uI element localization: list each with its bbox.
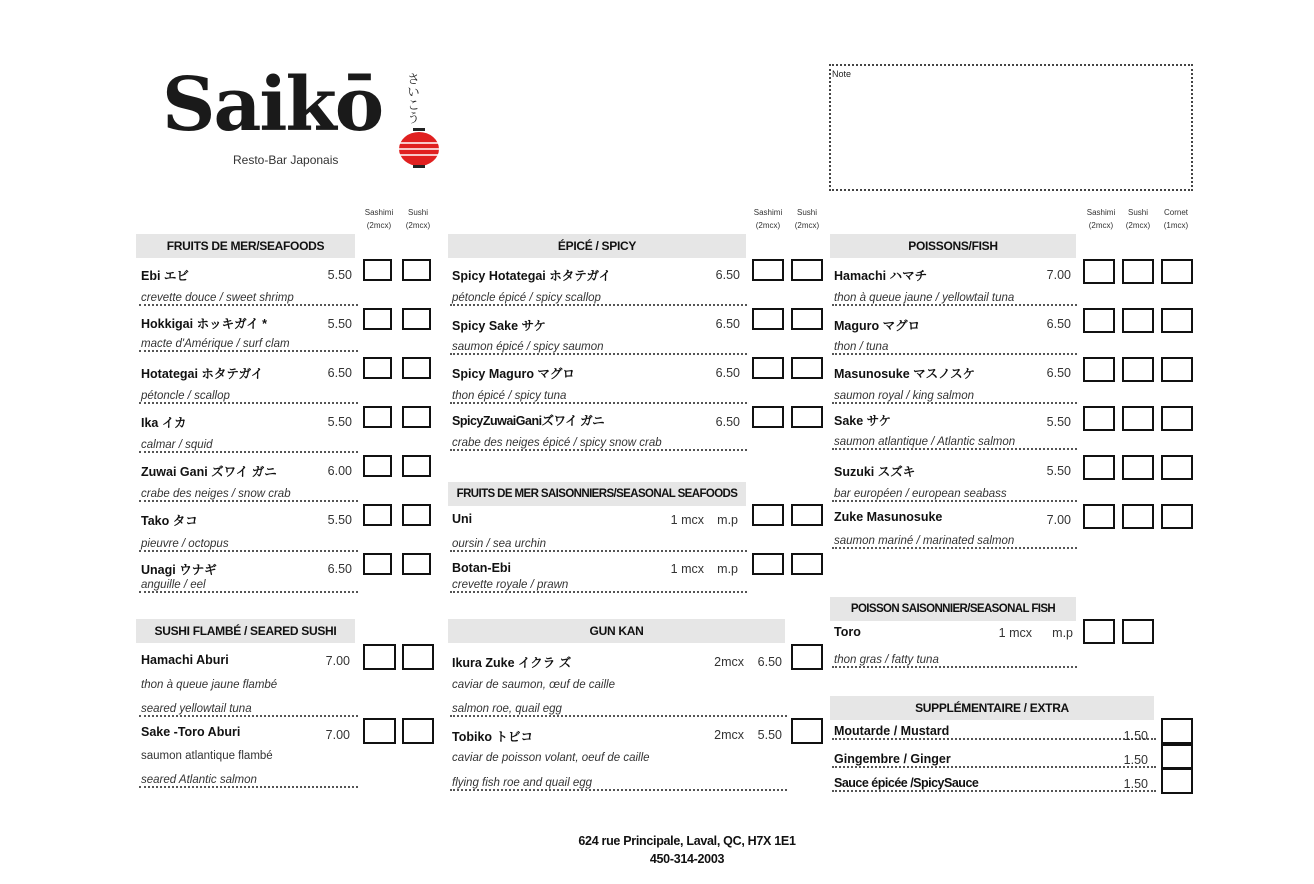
item-desc: saumon mariné / marinated salmon [832, 535, 1077, 549]
item-desc: pétoncle épicé / spicy scallop [450, 292, 747, 306]
section-header-extra: SUPPLÉMENTAIRE / EXTRA [830, 696, 1154, 720]
sushi-checkbox[interactable] [791, 406, 823, 428]
item-desc: seared yellowtail tuna [139, 703, 358, 717]
item-desc: macte d'Amérique / surf clam [139, 338, 358, 352]
logo-vertical-jp: さいこう [405, 72, 420, 124]
item-desc: crabe des neiges épicé / spicy snow crab [450, 437, 747, 451]
sushi-checkbox[interactable] [1122, 504, 1154, 529]
item-qty: 2mcx [714, 728, 744, 742]
section-header-seasonal-fish: POISSON SAISONNIER/SEASONAL FISH [830, 597, 1076, 621]
item-name: Moutarde / Mustard [832, 724, 1156, 740]
gunkan-checkbox[interactable] [791, 644, 823, 670]
item-price: 6.50 [327, 366, 352, 380]
sushi-checkbox[interactable] [402, 644, 434, 670]
item-price: 7.00 [1046, 268, 1071, 282]
logo-wordmark: Saikō [162, 62, 383, 148]
section-header-seared-sushi: SUSHI FLAMBÉ / SEARED SUSHI [136, 619, 355, 643]
item-desc: saumon royal / king salmon [832, 390, 1077, 404]
item-name: Zuke Masunosuke [834, 510, 943, 524]
section-header-seafoods: FRUITS DE MER/SEAFOODS [136, 234, 355, 258]
footer-address: 624 rue Principale, Laval, QC, H7X 1E1 [578, 834, 796, 848]
item-price: 7.00 [1046, 513, 1071, 527]
sashimi-checkbox[interactable] [1083, 406, 1115, 431]
item-price: m.p [717, 562, 738, 576]
footer-phone: 450-314-2003 [649, 852, 725, 866]
item-desc: thon à queue jaune flambé [141, 679, 278, 691]
item-qty: 1 mcx [670, 562, 704, 576]
item-desc: oursin / sea urchin [450, 538, 747, 552]
item-name: Ikura Zuke イクラ ズ [452, 656, 572, 670]
item-name: Sake -Toro Aburi [141, 725, 241, 739]
item-price: m.p [717, 513, 738, 527]
item-name: Unagi ウナギ [141, 563, 217, 577]
cornet-checkbox[interactable] [1161, 406, 1193, 431]
item-qty: 2mcx [714, 655, 744, 669]
sashimi-checkbox[interactable] [752, 357, 784, 379]
sushi-checkbox[interactable] [402, 357, 431, 379]
item-price: 5.50 [1046, 415, 1071, 429]
sushi-checkbox[interactable] [402, 455, 431, 477]
item-price: 6.50 [1046, 317, 1071, 331]
item-desc: seared Atlantic salmon [139, 774, 358, 788]
sushi-checkbox[interactable] [1122, 308, 1154, 333]
sushi-checkbox[interactable] [791, 259, 823, 281]
item-name: Toro [834, 625, 861, 639]
item-qty: 1 mcx [670, 513, 704, 527]
item-name: Sauce épicée /SpicySauce [832, 776, 1156, 792]
item-price: 6.50 [757, 655, 782, 669]
sushi-checkbox[interactable] [1122, 259, 1154, 284]
cornet-checkbox[interactable] [1161, 455, 1193, 480]
item-name: Spicy Hotategai ホタテガイ [452, 269, 612, 283]
sushi-checkbox[interactable] [402, 406, 431, 428]
sashimi-checkbox[interactable] [1083, 308, 1115, 333]
sushi-checkbox[interactable] [791, 308, 823, 330]
item-name: SpicyZuwaiGaniズワイ ガニ [452, 414, 605, 428]
item-desc: crabe des neiges / snow crab [139, 488, 358, 502]
extra-checkbox[interactable] [1161, 718, 1193, 744]
item-price: 6.50 [715, 415, 740, 429]
item-price: 1.50 [1123, 729, 1148, 743]
item-price: 6.50 [715, 268, 740, 282]
item-price: 6.50 [715, 317, 740, 331]
item-desc: crevette douce / sweet shrimp [139, 292, 358, 306]
colhead-sushi: Sushi (2mcx) [794, 208, 820, 230]
item-name: Spicy Maguro マグロ [452, 367, 575, 381]
item-desc: calmar / squid [139, 439, 358, 453]
item-price: 5.50 [1046, 464, 1071, 478]
item-desc: caviar de poisson volant, oeuf de caille [452, 752, 650, 764]
item-price: 7.00 [325, 654, 350, 668]
item-price: 5.50 [327, 415, 352, 429]
item-price: 1.50 [1123, 753, 1148, 767]
item-desc: thon / tuna [832, 341, 1077, 355]
section-header-fish: POISSONS/FISH [830, 234, 1076, 258]
sushi-checkbox[interactable] [1122, 455, 1154, 480]
item-name: Uni [452, 512, 473, 526]
item-price: 5.50 [327, 317, 352, 331]
colhead-sashimi: Sashimi (2mcx) [1086, 208, 1116, 230]
sushi-checkbox[interactable] [402, 259, 431, 281]
sushi-checkbox[interactable] [1122, 357, 1154, 382]
sashimi-checkbox[interactable] [363, 553, 392, 575]
item-price: 5.50 [327, 268, 352, 282]
item-name: Botan-Ebi [452, 561, 512, 575]
item-desc: saumon atlantique flambé [141, 750, 273, 762]
colhead-sushi: Sushi (2mcx) [405, 208, 431, 230]
colhead-cornet: Cornet (1mcx) [1163, 208, 1189, 230]
colhead-sashimi: Sashimi (2mcx) [364, 208, 394, 230]
item-desc: bar européen / european seabass [832, 488, 1077, 502]
sashimi-checkbox[interactable] [363, 718, 396, 744]
sashimi-checkbox[interactable] [363, 308, 392, 330]
item-name: Maguro マグロ [834, 319, 921, 333]
item-desc: thon à queue jaune / yellowtail tuna [832, 292, 1077, 306]
cornet-checkbox[interactable] [1161, 259, 1193, 284]
sushi-checkbox[interactable] [1122, 619, 1154, 644]
item-desc: saumon atlantique / Atlantic salmon [832, 436, 1077, 450]
sushi-checkbox[interactable] [791, 553, 823, 575]
item-name: Tobiko トビコ [452, 730, 534, 744]
sashimi-checkbox[interactable] [1083, 619, 1115, 644]
colhead-sushi: Sushi (2mcx) [1125, 208, 1151, 230]
item-price: 6.50 [1046, 366, 1071, 380]
item-desc: thon gras / fatty tuna [832, 654, 1077, 668]
item-name: Masunosuke マスノスケ [834, 367, 976, 381]
sashimi-checkbox[interactable] [363, 357, 392, 379]
item-price: 6.00 [327, 464, 352, 478]
item-price: 5.50 [327, 513, 352, 527]
colhead-sashimi: Sashimi (2mcx) [753, 208, 783, 230]
extra-checkbox[interactable] [1161, 744, 1193, 769]
sashimi-checkbox[interactable] [752, 553, 784, 575]
item-desc: caviar de saumon, œuf de caille [452, 679, 615, 691]
sashimi-checkbox[interactable] [1083, 455, 1115, 480]
item-desc: saumon épicé / spicy saumon [450, 341, 747, 355]
sashimi-checkbox[interactable] [363, 644, 396, 670]
item-name: Zuwai Gani ズワイ ガニ [141, 465, 277, 479]
sashimi-checkbox[interactable] [1083, 504, 1115, 529]
sushi-checkbox[interactable] [402, 308, 431, 330]
item-desc: salmon roe, quail egg [450, 703, 787, 717]
item-price: 1.50 [1123, 777, 1148, 791]
lantern-icon [398, 128, 440, 168]
logo [160, 62, 450, 172]
item-price: 6.50 [327, 562, 352, 576]
item-desc: flying fish roe and quail egg [450, 777, 787, 791]
item-desc: pétoncle / scallop [139, 390, 358, 404]
cornet-checkbox[interactable] [1161, 357, 1193, 382]
item-name: Gingembre / Ginger [832, 752, 1156, 768]
item-price: 7.00 [325, 728, 350, 742]
item-name: Spicy Sake サケ [452, 319, 546, 333]
sushi-checkbox[interactable] [402, 504, 431, 526]
item-price: 6.50 [715, 366, 740, 380]
sashimi-checkbox[interactable] [363, 406, 392, 428]
item-name: Hamachi Aburi [141, 653, 229, 667]
note-label: Note [832, 69, 852, 79]
note-box[interactable] [829, 64, 1193, 191]
cornet-checkbox[interactable] [1161, 504, 1193, 529]
sushi-checkbox[interactable] [402, 553, 431, 575]
item-name: Tako タコ [141, 514, 198, 528]
section-header-seasonal-seafoods: FRUITS DE MER SAISONNIERS/SEASONAL SEAFOODS [448, 482, 746, 506]
item-desc: pieuvre / octopus [139, 538, 358, 552]
sashimi-checkbox[interactable] [752, 308, 784, 330]
cornet-checkbox[interactable] [1161, 308, 1193, 333]
sashimi-checkbox[interactable] [752, 406, 784, 428]
item-name: Hokkigai ホッキガイ * [141, 317, 268, 331]
sashimi-checkbox[interactable] [1083, 259, 1115, 284]
section-header-gunkan: GUN KAN [448, 619, 785, 643]
sashimi-checkbox[interactable] [363, 259, 392, 281]
gunkan-checkbox[interactable] [791, 718, 823, 744]
item-name: Hamachi ハマチ [834, 269, 928, 283]
item-name: Hotategai ホタテガイ [141, 367, 264, 381]
item-desc: anguille / eel [139, 579, 358, 593]
item-desc: thon épicé / spicy tuna [450, 390, 747, 404]
item-name: Sake サケ [834, 414, 892, 428]
extra-checkbox[interactable] [1161, 768, 1193, 794]
sushi-checkbox[interactable] [1122, 406, 1154, 431]
logo-tagline: Resto-Bar Japonais [233, 153, 339, 167]
sashimi-checkbox[interactable] [363, 504, 392, 526]
item-name: Ika イカ [141, 416, 187, 430]
item-qty: 1 mcx [998, 626, 1032, 640]
item-name: Suzuki スズキ [834, 465, 916, 479]
item-price: 5.50 [757, 728, 782, 742]
sushi-checkbox[interactable] [791, 357, 823, 379]
sushi-checkbox[interactable] [402, 718, 434, 744]
sashimi-checkbox[interactable] [752, 504, 784, 526]
sashimi-checkbox[interactable] [363, 455, 392, 477]
section-header-spicy: ÉPICÉ / SPICY [448, 234, 746, 258]
sashimi-checkbox[interactable] [752, 259, 784, 281]
item-price: m.p [1052, 626, 1073, 640]
sashimi-checkbox[interactable] [1083, 357, 1115, 382]
item-name: Ebi エビ [141, 269, 189, 283]
item-desc: crevette royale / prawn [450, 579, 747, 593]
sushi-checkbox[interactable] [791, 504, 823, 526]
